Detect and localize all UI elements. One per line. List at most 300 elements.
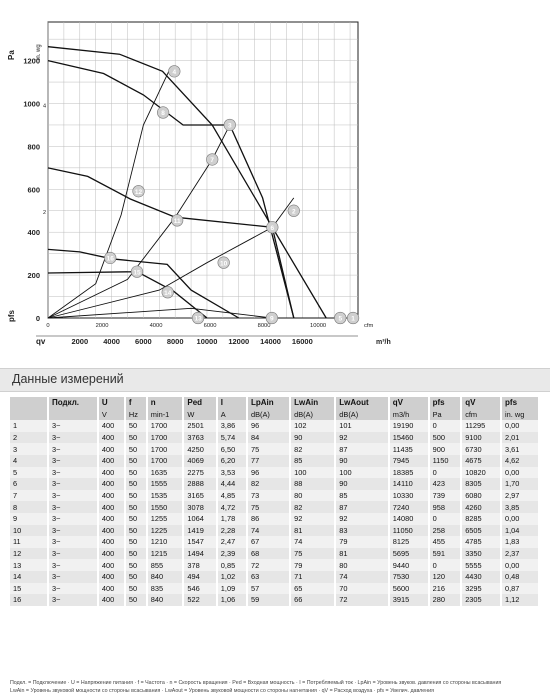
table-row: [10, 420, 539, 432]
table-row: [10, 594, 539, 606]
table-cell: 3~: [48, 548, 98, 560]
table-cell: 4250: [183, 443, 216, 455]
x-tick-label: 10000: [196, 337, 218, 346]
table-cell: 2,97: [501, 490, 539, 502]
table-cell: 10: [10, 525, 48, 537]
header-cell: U: [98, 397, 125, 409]
footnote-line-2: LwAin = Уровень звуковой мощности со стороны всасывания · LwAout = Уровень звуковой мощности со стороны нагнетания · qV = Расход воздуха · pfs = Увелич. давления: [10, 688, 434, 694]
plot-area: [48, 22, 358, 318]
y-tick-label: 200: [27, 271, 40, 281]
table-units-row: [10, 409, 539, 421]
table-cell: 5555: [461, 559, 501, 571]
table-cell: 3: [10, 443, 48, 455]
table-cell: 0: [429, 513, 462, 525]
table-cell: 5695: [389, 548, 429, 560]
table-cell: 50: [125, 432, 147, 444]
table-cell: 400: [98, 536, 125, 548]
table-cell: 0,00: [501, 420, 539, 432]
table-cell: 50: [125, 513, 147, 525]
operating-point-label: 7: [210, 157, 215, 165]
table-cell: 840: [147, 571, 184, 583]
header-cell: [10, 397, 48, 409]
table-cell: 67: [247, 536, 290, 548]
table-cell: 1,12: [501, 594, 539, 606]
unit-cell: cfm: [461, 409, 501, 421]
table-cell: 0,00: [501, 467, 539, 479]
table-cell: 73: [247, 490, 290, 502]
table-cell: 1064: [183, 513, 216, 525]
table-cell: 88: [290, 478, 335, 490]
table-cell: 3~: [48, 513, 98, 525]
table-cell: 11435: [389, 443, 429, 455]
section-title: Данные измерений: [12, 372, 124, 386]
table-row: [10, 559, 539, 571]
header-cell: LpAin: [247, 397, 290, 409]
x-tick-label: 12000: [228, 337, 250, 346]
table-cell: 6: [10, 478, 48, 490]
table-cell: 3915: [389, 594, 429, 606]
table-cell: 50: [125, 467, 147, 479]
x-inner-tick-label: 4000: [149, 323, 163, 329]
table-cell: 855: [147, 559, 184, 571]
x-tick-label: 4000: [103, 337, 120, 346]
table-cell: 2275: [183, 467, 216, 479]
table-cell: 50: [125, 455, 147, 467]
table-cell: 400: [98, 467, 125, 479]
unit-cell: in. wg: [501, 409, 539, 421]
table-cell: 3295: [461, 583, 501, 595]
table-cell: 63: [247, 571, 290, 583]
table-cell: 400: [98, 583, 125, 595]
table-cell: 900: [429, 443, 462, 455]
table-cell: 0: [429, 420, 462, 432]
header-cell: LwAout: [335, 397, 388, 409]
table-cell: 82: [247, 478, 290, 490]
measurement-table: [10, 397, 540, 606]
operating-point-label: 16: [106, 255, 114, 263]
table-row: [10, 443, 539, 455]
table-cell: 10330: [389, 490, 429, 502]
x-tick-label: 6000: [135, 337, 152, 346]
table-cell: 65: [290, 583, 335, 595]
table-cell: 2305: [461, 594, 501, 606]
table-cell: 4: [10, 455, 48, 467]
table-cell: 1225: [147, 525, 184, 537]
table-cell: 82: [290, 443, 335, 455]
table-cell: 14: [10, 571, 48, 583]
table-cell: 7945: [389, 455, 429, 467]
table-cell: 3~: [48, 501, 98, 513]
table-cell: 5,74: [217, 432, 247, 444]
table-cell: 83: [335, 525, 388, 537]
operating-point-label: 6: [270, 224, 275, 232]
table-cell: 15: [10, 583, 48, 595]
table-cell: 400: [98, 548, 125, 560]
table-cell: 9100: [461, 432, 501, 444]
table-cell: 400: [98, 513, 125, 525]
table-cell: 57: [247, 583, 290, 595]
table-cell: 102: [290, 420, 335, 432]
table-cell: 3~: [48, 525, 98, 537]
operating-point-label: 9: [270, 315, 274, 323]
table-cell: 81: [290, 525, 335, 537]
header-cell: I: [217, 397, 247, 409]
table-cell: 120: [429, 571, 462, 583]
header-cell: qV: [389, 397, 429, 409]
table-cell: 85: [290, 455, 335, 467]
table-cell: 1215: [147, 548, 184, 560]
table-cell: 19190: [389, 420, 429, 432]
table-cell: 2,01: [501, 432, 539, 444]
table-cell: 3~: [48, 571, 98, 583]
table-cell: 8125: [389, 536, 429, 548]
table-row: [10, 571, 539, 583]
table-cell: 74: [247, 525, 290, 537]
unit-cell: Hz: [125, 409, 147, 421]
table-cell: 3~: [48, 478, 98, 490]
unit-cell: Pa: [429, 409, 462, 421]
table-cell: 4,72: [217, 501, 247, 513]
header-cell: Подкл.: [48, 397, 98, 409]
operating-point-label: 14: [164, 289, 172, 297]
table-cell: 90: [335, 455, 388, 467]
x-inner-tick-label: 10000: [310, 323, 327, 329]
table-cell: 2,28: [217, 525, 247, 537]
table-cell: 77: [247, 455, 290, 467]
table-row: [10, 513, 539, 525]
table-cell: 2,39: [217, 548, 247, 560]
operating-point-label: 12: [134, 188, 143, 196]
table-cell: 50: [125, 571, 147, 583]
table-cell: 11295: [461, 420, 501, 432]
x-inner-axis-label: cfm: [364, 323, 374, 329]
table-cell: 1547: [183, 536, 216, 548]
table-cell: 546: [183, 583, 216, 595]
header-cell: pfs: [501, 397, 539, 409]
table-cell: 10820: [461, 467, 501, 479]
unit-cell: V: [98, 409, 125, 421]
header-cell: qV: [461, 397, 501, 409]
table-header-row: [10, 397, 539, 409]
table-cell: 4,62: [501, 455, 539, 467]
table-cell: 82: [290, 501, 335, 513]
y-tick-label: 1000: [23, 99, 40, 109]
x-tick-label: 8000: [166, 337, 184, 346]
table-cell: 3763: [183, 432, 216, 444]
table-cell: 4,44: [217, 478, 247, 490]
section-title-bar: [0, 368, 550, 392]
header-cell: Ped: [183, 397, 216, 409]
table-cell: 96: [247, 467, 290, 479]
y-inner-tick-label: 2: [42, 210, 46, 217]
header-cell: pfs: [429, 397, 462, 409]
table-cell: 84: [247, 432, 290, 444]
table-cell: 0: [429, 559, 462, 571]
table-cell: 74: [290, 536, 335, 548]
table-row: [10, 536, 539, 548]
y-tick-label: 1200: [23, 56, 40, 66]
x-axis-prefix: qv: [36, 337, 46, 346]
table-cell: 2888: [183, 478, 216, 490]
table-cell: 1494: [183, 548, 216, 560]
table-cell: 50: [125, 420, 147, 432]
operating-point-label: 5: [338, 315, 343, 323]
y-axis-prefix: pfs: [7, 310, 16, 322]
y-axis-label: Pa: [7, 50, 16, 60]
table-cell: 400: [98, 490, 125, 502]
table-cell: 378: [183, 559, 216, 571]
table-cell: 8285: [461, 513, 501, 525]
table-cell: 2,37: [501, 548, 539, 560]
table-cell: 1255: [147, 513, 184, 525]
table-cell: 92: [290, 513, 335, 525]
x-tick-label: 2000: [71, 337, 89, 346]
table-cell: 423: [429, 478, 462, 490]
header-cell: f: [125, 397, 147, 409]
table-cell: 3~: [48, 583, 98, 595]
table-cell: 3,61: [501, 443, 539, 455]
table-cell: 1700: [147, 432, 184, 444]
table-cell: 522: [183, 594, 216, 606]
table-row: [10, 455, 539, 467]
table-cell: 400: [98, 443, 125, 455]
table-cell: 0,85: [217, 559, 247, 571]
table-cell: 3~: [48, 594, 98, 606]
table-cell: 50: [125, 548, 147, 560]
table-cell: 85: [335, 490, 388, 502]
table-cell: 400: [98, 432, 125, 444]
table-cell: 3350: [461, 548, 501, 560]
table-cell: 8305: [461, 478, 501, 490]
table-cell: 400: [98, 501, 125, 513]
table-cell: 5600: [389, 583, 429, 595]
table-cell: 90: [335, 478, 388, 490]
table-cell: 90: [290, 432, 335, 444]
table-cell: 1: [10, 420, 48, 432]
table-row: [10, 548, 539, 560]
table-cell: 1,02: [217, 571, 247, 583]
table-cell: 4260: [461, 501, 501, 513]
x-tick-label: 14000: [260, 337, 281, 346]
table-cell: 100: [290, 467, 335, 479]
y-tick-label: 0: [35, 314, 40, 323]
unit-cell: dB(A): [290, 409, 335, 421]
table-cell: 3,86: [217, 420, 247, 432]
table-cell: 74: [335, 571, 388, 583]
table-cell: 50: [125, 501, 147, 513]
unit-cell: [10, 409, 48, 421]
table-cell: 50: [125, 478, 147, 490]
table-cell: 79: [290, 559, 335, 571]
table-cell: 87: [335, 443, 388, 455]
table-cell: 68: [247, 548, 290, 560]
operating-point-label: 8: [161, 110, 165, 118]
table-cell: 72: [247, 559, 290, 571]
table-cell: 1535: [147, 490, 184, 502]
table-cell: 400: [98, 594, 125, 606]
table-cell: 81: [335, 548, 388, 560]
table-cell: 3,53: [217, 467, 247, 479]
table-cell: 1,06: [217, 594, 247, 606]
table-cell: 4785: [461, 536, 501, 548]
table-cell: 500: [429, 432, 462, 444]
table-cell: 4069: [183, 455, 216, 467]
table-cell: 14080: [389, 513, 429, 525]
unit-cell: min-1: [147, 409, 184, 421]
table-cell: 9: [10, 513, 48, 525]
table-cell: 1700: [147, 455, 184, 467]
table-row: [10, 478, 539, 490]
x-inner-tick-label: 8000: [257, 323, 271, 329]
y-tick-label: 400: [27, 228, 40, 238]
table-cell: 400: [98, 420, 125, 432]
operating-point-label: 15: [133, 269, 141, 277]
table-cell: 1,04: [501, 525, 539, 537]
table-cell: 0,48: [501, 571, 539, 583]
y-tick-label: 800: [27, 142, 40, 152]
table-row: [10, 583, 539, 595]
table-cell: 100: [335, 467, 388, 479]
unit-cell: A: [217, 409, 247, 421]
unit-cell: W: [183, 409, 216, 421]
table-cell: 9440: [389, 559, 429, 571]
table-cell: 50: [125, 490, 147, 502]
table-cell: 7240: [389, 501, 429, 513]
table-row: [10, 467, 539, 479]
table-cell: 11050: [389, 525, 429, 537]
table-cell: 80: [290, 490, 335, 502]
table-cell: 50: [125, 583, 147, 595]
table-cell: 0,87: [501, 583, 539, 595]
table-cell: 3~: [48, 467, 98, 479]
table-cell: 7: [10, 490, 48, 502]
table-cell: 50: [125, 443, 147, 455]
table-cell: 400: [98, 478, 125, 490]
x-inner-tick-label: 0: [46, 323, 50, 329]
table-cell: 400: [98, 455, 125, 467]
table-cell: 1,83: [501, 536, 539, 548]
table-cell: 494: [183, 571, 216, 583]
table-cell: 3078: [183, 501, 216, 513]
table-cell: 1555: [147, 478, 184, 490]
table-cell: 1419: [183, 525, 216, 537]
table-cell: 96: [247, 420, 290, 432]
table-cell: 71: [290, 571, 335, 583]
table-cell: 0: [429, 467, 462, 479]
table-cell: 1,09: [217, 583, 247, 595]
operating-point-label: 3: [227, 122, 232, 130]
table-cell: 0,00: [501, 559, 539, 571]
table-cell: 3,85: [501, 501, 539, 513]
unit-cell: dB(A): [335, 409, 388, 421]
table-cell: 70: [335, 583, 388, 595]
table-cell: 18385: [389, 467, 429, 479]
table-cell: 3~: [48, 536, 98, 548]
table-cell: 591: [429, 548, 462, 560]
table-cell: 400: [98, 571, 125, 583]
table-cell: 101: [335, 420, 388, 432]
table-cell: 216: [429, 583, 462, 595]
unit-cell: dB(A): [247, 409, 290, 421]
table-cell: 1210: [147, 536, 184, 548]
table-cell: 0,00: [501, 513, 539, 525]
table-cell: 50: [125, 525, 147, 537]
table-cell: 8: [10, 501, 48, 513]
table-row: [10, 525, 539, 537]
table-row: [10, 490, 539, 502]
operating-point-label: 1: [351, 315, 355, 323]
unit-cell: m3/h: [389, 409, 429, 421]
table-cell: 7530: [389, 571, 429, 583]
header-cell: n: [147, 397, 184, 409]
table-cell: 1,70: [501, 478, 539, 490]
table-cell: 6080: [461, 490, 501, 502]
table-cell: 1700: [147, 443, 184, 455]
table-cell: 3~: [48, 443, 98, 455]
table-cell: 75: [247, 443, 290, 455]
table-cell: 15460: [389, 432, 429, 444]
table-cell: 6730: [461, 443, 501, 455]
table-cell: 400: [98, 525, 125, 537]
x-inner-tick-label: 6000: [203, 323, 217, 329]
table-cell: 92: [335, 432, 388, 444]
table-cell: 958: [429, 501, 462, 513]
table-cell: 75: [247, 501, 290, 513]
table-cell: 280: [429, 594, 462, 606]
table-cell: 835: [147, 583, 184, 595]
operating-point-label: 11: [173, 218, 181, 226]
table-cell: 400: [98, 559, 125, 571]
table-cell: 14110: [389, 478, 429, 490]
y-inner-tick-label: 4: [42, 103, 46, 110]
table-cell: 1,78: [217, 513, 247, 525]
y-tick-label: 600: [27, 185, 40, 195]
table-cell: 3~: [48, 490, 98, 502]
table-cell: 13: [10, 559, 48, 571]
operating-point-label: 10: [220, 260, 228, 268]
operating-point-label: 2: [291, 208, 296, 216]
table-cell: 59: [247, 594, 290, 606]
table-cell: 87: [335, 501, 388, 513]
table-cell: 75: [290, 548, 335, 560]
table-cell: 6,20: [217, 455, 247, 467]
table-cell: 1150: [429, 455, 462, 467]
table-cell: 1550: [147, 501, 184, 513]
table-cell: 4675: [461, 455, 501, 467]
x-axis-label: m³/h: [376, 339, 391, 346]
table-cell: 11: [10, 536, 48, 548]
table-cell: 50: [125, 594, 147, 606]
table-cell: 3~: [48, 455, 98, 467]
table-cell: 79: [335, 536, 388, 548]
table-cell: 66: [290, 594, 335, 606]
table-cell: 2501: [183, 420, 216, 432]
table-cell: 258: [429, 525, 462, 537]
table-cell: 5: [10, 467, 48, 479]
table-cell: 4,85: [217, 490, 247, 502]
table-cell: 739: [429, 490, 462, 502]
table-cell: 2: [10, 432, 48, 444]
table-cell: 3~: [48, 432, 98, 444]
table-cell: 16: [10, 594, 48, 606]
table-cell: 3~: [48, 420, 98, 432]
unit-cell: [48, 409, 98, 421]
y-axis-inner-label: in. wg: [36, 44, 42, 60]
table-cell: 455: [429, 536, 462, 548]
table-cell: 86: [247, 513, 290, 525]
x-tick-label: 16000: [291, 337, 313, 346]
operating-point-label: 4: [172, 68, 177, 76]
